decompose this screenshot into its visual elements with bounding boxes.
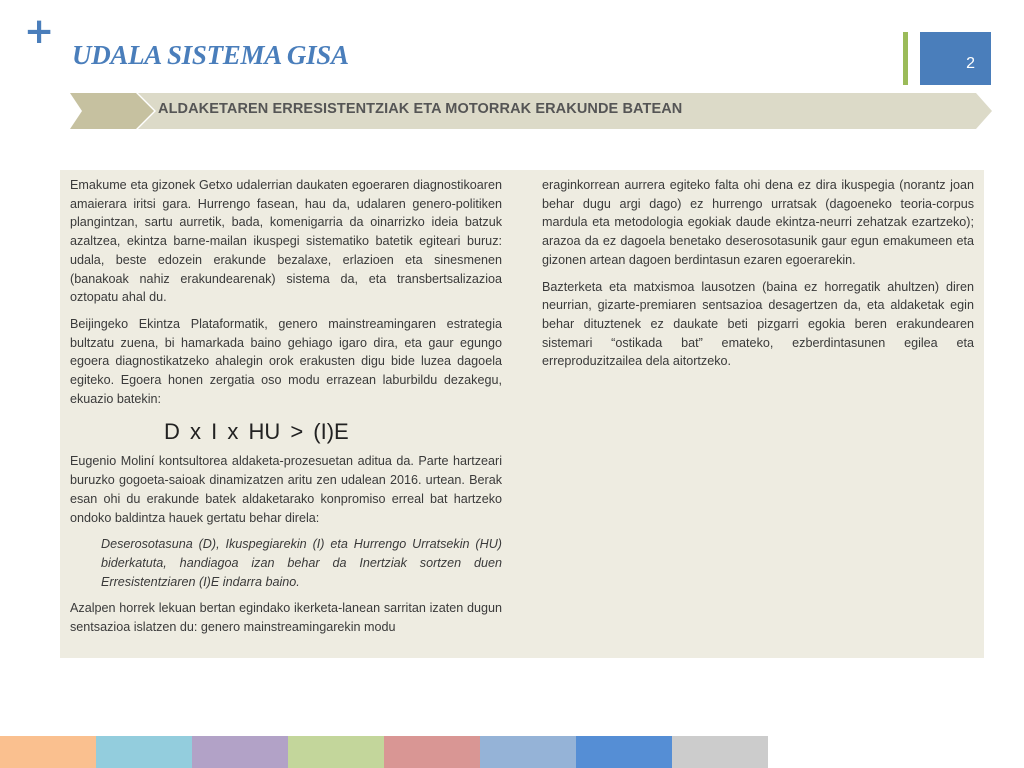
left-text-column bbox=[70, 176, 502, 645]
quote-paragraph: Deserosotasuna (D), Ikuspegiarekin (I) eta Hurrengo Urratsekin (HU) biderkatuta, handiagoa izan behar da Inertziak sortzen duen Erresistentziaren (I)E indarra baino. bbox=[101, 537, 502, 589]
footer-color-strip bbox=[0, 736, 768, 768]
banner-heading: ALDAKETAREN ERRESISTENTZIAK ETA MOTORRAK ERAKUNDE BATEAN bbox=[158, 101, 683, 117]
paragraph: Eugenio Moliní kontsultorea aldaketa-prozesuetan aditua da. Parte hartzeari buruzko gogoeta-saioak dinamizatzen aritu zen udalean 2016. urtean. Berak esan ohi du erakunde batek aldaketarako konpromiso erreal bat hartzeko ondoko baldintza hauek gertatu behar direla: bbox=[70, 454, 502, 525]
color-block bbox=[288, 736, 384, 768]
color-block bbox=[0, 736, 96, 768]
color-block bbox=[192, 736, 288, 768]
paragraph: Beijingeko Ekintza Plataformatik, genero mainstreamingaren estrategia bultzatu zuena, bi hamarkada baino gehiago igaro dira, eta gaur egungo egoera diagnostikatzeko ahalegin orok erakusten digu bide luzea dagoela egiteko. Egoera honen zergatia oso modu errazean laburbildu dezakegu, ekuazio batekin: bbox=[70, 316, 502, 406]
color-block bbox=[672, 736, 768, 768]
paragraph: eraginkorrean aurrera egiteko falta ohi dena ez dira ikuspegia (norantz joan behar dugu argi dago) ez hurrengo urratsak (dagoeneko teoria-corpus mardula eta metodologia egokiak daude ekintza-neurri zehatzak ezartzeko); arazoa da ez dagoela benetako deserosotasunik gaur egun emakumeen eta gizonen artean dagoen berdintasun ezaren egoerarekin. bbox=[542, 178, 974, 267]
color-block bbox=[576, 736, 672, 768]
right-text-column bbox=[542, 176, 974, 379]
plus-icon: + bbox=[24, 11, 55, 52]
color-block bbox=[480, 736, 576, 768]
color-block bbox=[96, 736, 192, 768]
paragraph: Azalpen horrek lekuan bertan egindako ikerketa-lanean sarritan izaten dugun sentsazioa islatzen du: genero mainstreamingarekin modu bbox=[70, 601, 502, 635]
page-number-box bbox=[920, 32, 991, 85]
page-number: 2 bbox=[966, 55, 975, 72]
banner-tip-shape bbox=[70, 93, 154, 129]
color-block bbox=[384, 736, 480, 768]
slide-title: UDALA SISTEMA GISA bbox=[72, 40, 349, 70]
accent-divider bbox=[903, 32, 908, 85]
paragraph: Bazterketa eta matxismoa lausotzen (baina ez horregatik ahultzen) diren neurrian, gizarte-premiaren sentsazioa desagertzen da, eta aldaketak egin behar dituztenek ez daukate beti pizgarri egokia beren erakundearen sistemari “ostikada bat” emateko, ezberdintasunen egilea eta erreproduzitzailea dela aitortzeko. bbox=[542, 279, 974, 369]
equation: D x I x HU > (I)E bbox=[164, 419, 349, 445]
paragraph: Emakume eta gizonek Getxo udalerrian daukaten egoeraren diagnostikoaren amaierara iritsi gara. Hurrengo fasean, hau da, udalaren genero-politiken plangintzan, sartu aurretik, bada, komenigarria da oinarrizko ideia batzuk azaltzea, ekintza barne-mailan ikuspegi sistematiko batetik egiteari buruz: udala, beste edozein erakunde bezalaxe, erlazioen eta sinesmenen (banakoak nahiz erakundearenak) sistema da, eta transbertsalizazioa oztopatu ahal du. bbox=[70, 178, 502, 305]
